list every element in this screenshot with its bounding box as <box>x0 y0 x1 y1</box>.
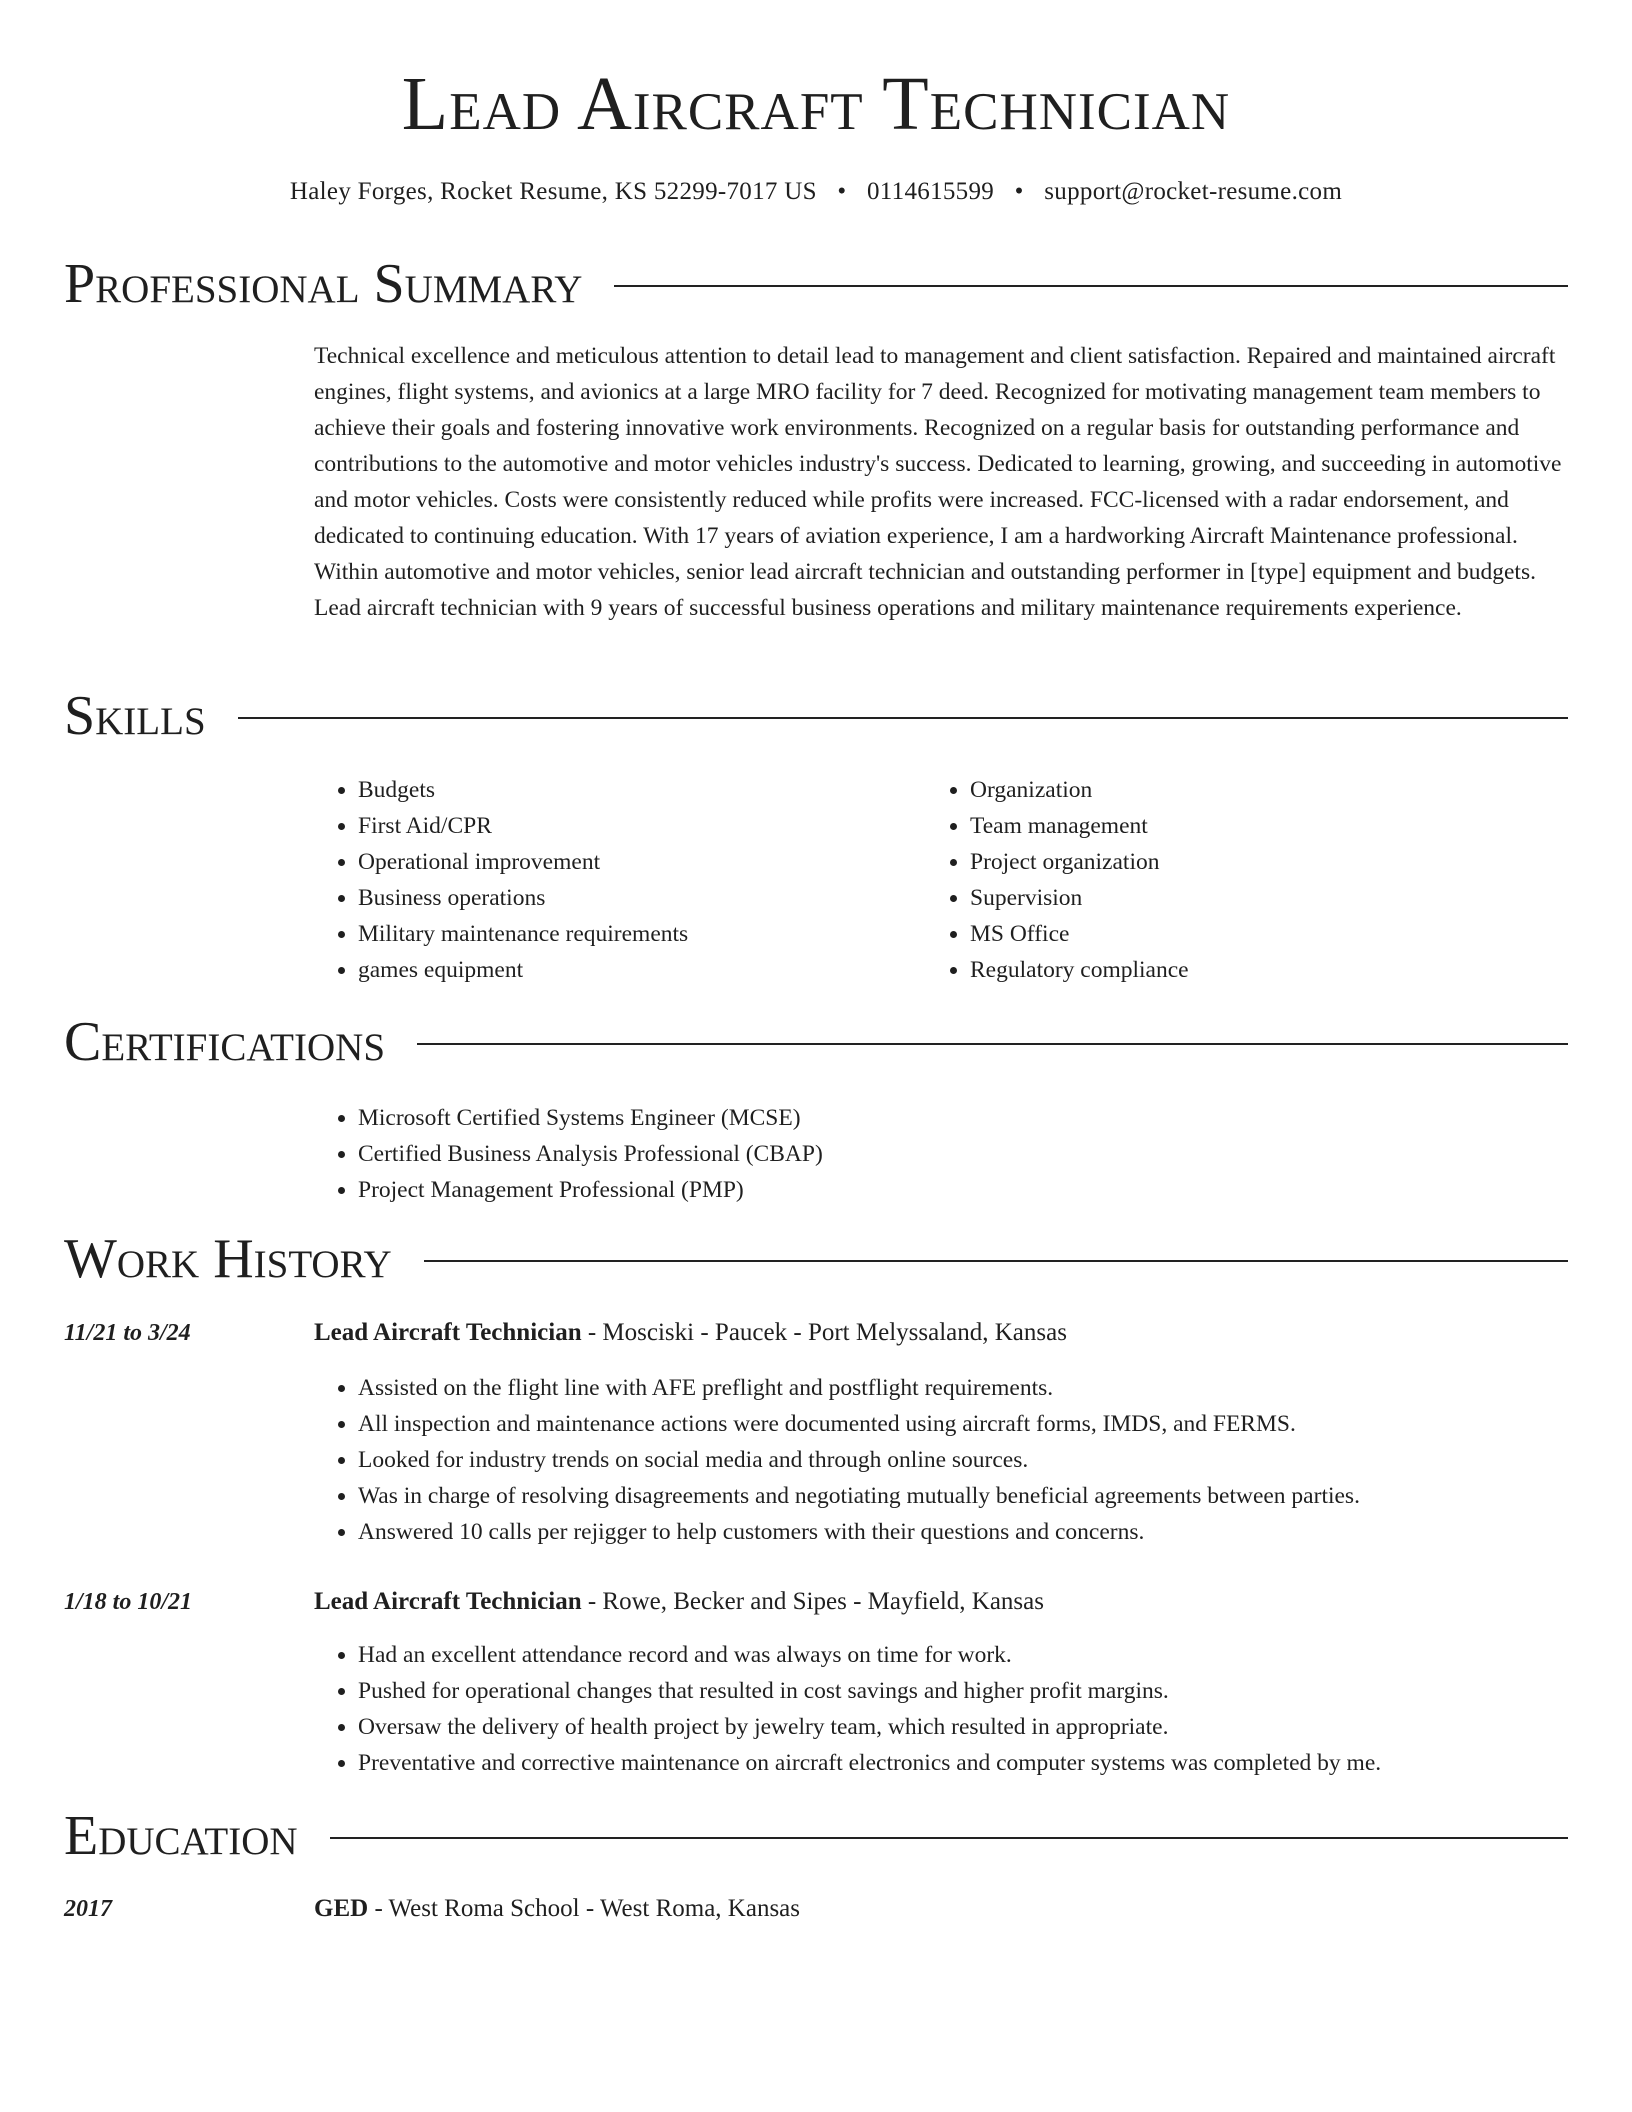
skill-item: • Military maintenance requirements <box>358 916 688 952</box>
job-bullet: • Had an excellent attendance record and was always on time for work. <box>358 1637 1568 1673</box>
job-heading <box>314 1315 1067 1351</box>
skill-item: • Regulatory compliance <box>970 952 1189 988</box>
contact-email: support@rocket-resume.com <box>1044 178 1343 205</box>
summary-heading: Professional Summary <box>64 253 583 315</box>
job-bullet: • Oversaw the delivery of health project by jewelry team, which resulted in appropriate. <box>358 1709 1568 1745</box>
certification-item: • Microsoft Certified Systems Engineer (MCSE) <box>358 1100 823 1136</box>
certification-item: • Certified Business Analysis Professional (CBAP) <box>358 1136 823 1172</box>
contact-separator: • <box>837 178 847 205</box>
skill-item: • Business operations <box>358 880 688 916</box>
job-heading <box>314 1584 1044 1620</box>
education-year: 2017 <box>64 1896 112 1922</box>
job-bullet: • Assisted on the flight line with AFE preflight and postflight requirements. <box>358 1370 1568 1406</box>
contact-line <box>0 176 1632 208</box>
contact-phone: 0114615599 <box>867 178 995 205</box>
summary-section-header <box>64 252 1568 316</box>
job-role: Lead Aircraft Technician <box>314 1588 582 1615</box>
section-divider <box>424 1260 1568 1262</box>
job-bullet: • Was in charge of resolving disagreements and negotiating mutually beneficial agreements between parties. <box>358 1478 1568 1514</box>
skills-column-left <box>314 772 688 988</box>
summary-paragraph: Technical excellence and meticulous attention to detail lead to management and client satisfaction. Repaired and maintained aircraft engines, flight systems, and avionics at a large MRO facility for 7 deed. Recognized for motivating management team members to achieve their goals and fostering innovative work environments. Recognized on a regular basis for outstanding performance and contributions to the automotive and motor vehicles industry's success. Dedicated to learning, growing, and succeeding in automotive and motor vehicles. Costs were consistently reduced while profits were increased. FCC-licensed with a radar endorsement, and dedicated to continuing education. With 17 years of aviation experience, I am a hardworking Aircraft Maintenance professional. Within automotive and motor vehicles, senior lead aircraft technician and outstanding performer in [type] equipment and budgets. Lead aircraft technician with 9 years of successful business operations and military maintenance requirements experience. <box>314 343 1562 621</box>
contact-separator: • <box>1014 178 1024 205</box>
skill-item: • games equipment <box>358 952 688 988</box>
certifications-heading: Certifications <box>64 1011 386 1073</box>
skill-item: • Team management <box>970 808 1189 844</box>
contact-address: Haley Forges, Rocket Resume, KS 52299-7017 US <box>289 178 817 205</box>
job-bullet: • Looked for industry trends on social media and through online sources. <box>358 1442 1568 1478</box>
work-heading: Work History <box>64 1228 392 1290</box>
job-employer: - Mosciski - Paucek - Port Melyssaland, Kansas <box>581 1319 1067 1346</box>
education-school: - West Roma School - West Roma, Kansas <box>368 1895 800 1922</box>
job-employer: - Rowe, Becker and Sipes - Mayfield, Kansas <box>581 1588 1044 1615</box>
section-divider <box>238 717 1568 719</box>
job-bullets <box>314 1637 1568 1781</box>
job-bullet: • Preventative and corrective maintenance on aircraft electronics and computer systems was completed by me. <box>358 1745 1568 1781</box>
section-divider <box>417 1043 1568 1045</box>
skill-item: • Supervision <box>970 880 1189 916</box>
job-bullet: • All inspection and maintenance actions were documented using aircraft forms, IMDS, and FERMS. <box>358 1406 1568 1442</box>
job-dates: 11/21 to 3/24 <box>64 1320 191 1346</box>
education-heading-line <box>314 1891 800 1927</box>
skills-section-header <box>64 684 1568 748</box>
skill-item: • MS Office <box>970 916 1189 952</box>
job-bullet: • Answered 10 calls per rejigger to help customers with their questions and concerns. <box>358 1514 1568 1550</box>
resume-name-title: Lead Aircraft Technician <box>401 62 1231 146</box>
skills-column-right <box>926 772 1189 988</box>
skills-heading: Skills <box>64 685 206 747</box>
skill-item: • Project organization <box>970 844 1189 880</box>
job-dates: 1/18 to 10/21 <box>64 1589 193 1615</box>
skill-item: • Budgets <box>358 772 688 808</box>
job-bullet: • Pushed for operational changes that resulted in cost savings and higher profit margins. <box>358 1673 1568 1709</box>
education-heading: Education <box>64 1805 298 1867</box>
section-divider <box>614 285 1568 287</box>
section-divider <box>330 1837 1568 1839</box>
skill-item: • Operational improvement <box>358 844 688 880</box>
certifications-section-header <box>64 1010 1568 1074</box>
job-role: Lead Aircraft Technician <box>314 1319 582 1346</box>
skill-item: • Organization <box>970 772 1189 808</box>
job-bullets <box>314 1370 1568 1550</box>
certification-item: • Project Management Professional (PMP) <box>358 1172 823 1208</box>
skill-item: • First Aid/CPR <box>358 808 688 844</box>
education-section-header <box>64 1804 1568 1868</box>
education-degree: GED <box>314 1895 369 1922</box>
work-section-header <box>64 1227 1568 1291</box>
certifications-list <box>314 1100 823 1208</box>
